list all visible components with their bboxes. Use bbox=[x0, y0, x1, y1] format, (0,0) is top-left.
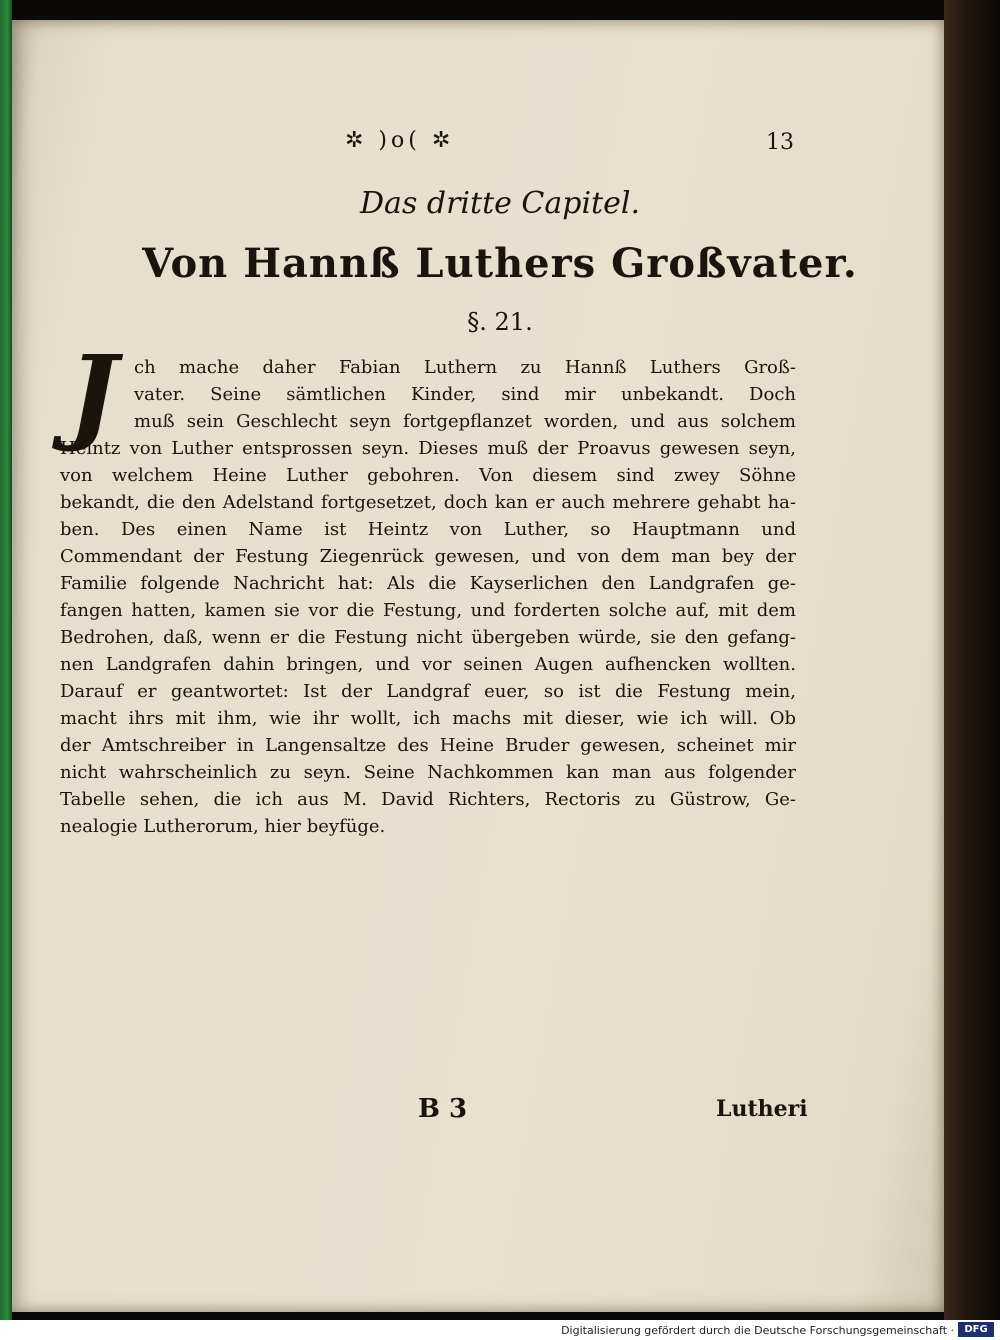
catchword: Lutheri bbox=[716, 1096, 808, 1122]
text-line: vater. Seine sämtlichen Kinder, sind mir unbekandt. Doch bbox=[134, 384, 796, 405]
text-line: macht ihrs mit ihm, wie ihr wollt, ich machs mit dieser, wie ich will. Ob bbox=[60, 708, 796, 729]
text-line: nen Landgrafen dahin bringen, und vor seinen Augen aufhencken wollten. bbox=[60, 654, 796, 675]
section-number: §. 21. bbox=[467, 308, 533, 336]
text-line: Commendant der Festung Ziegenrück gewesen, und von dem man bey der bbox=[60, 546, 796, 567]
text-line: ch mache daher Fabian Luthern zu Hannß Luthers Groß- bbox=[134, 357, 796, 378]
signature-mark: B 3 bbox=[418, 1094, 468, 1124]
text-line: von welchem Heine Luther gebohren. Von diesem sind zwey Söhne bbox=[60, 465, 796, 486]
header-ornament: ✲ )o( ✲ bbox=[345, 128, 455, 153]
text-line: ben. Des einen Name ist Heintz von Luther, so Hauptmann und bbox=[60, 519, 796, 540]
chapter-heading: Das dritte Capitel. bbox=[360, 186, 640, 221]
text-line: Darauf er geantwortet: Ist der Landgraf euer, so ist die Festung mein, bbox=[60, 681, 796, 702]
dfg-logo: DFG bbox=[958, 1322, 994, 1337]
decorated-initial: J bbox=[68, 332, 118, 455]
text-line: der Amtschreiber in Langensaltze des Heine Bruder gewesen, scheinet mir bbox=[60, 735, 796, 756]
text-line: Familie folgende Nachricht hat: Als die Kayserlichen den Landgrafen ge- bbox=[60, 573, 796, 594]
text-line: fangen hatten, kamen sie vor die Festung, und forderten solche auf, mit dem bbox=[60, 600, 796, 621]
text-line: Heintz von Luther entsprossen seyn. Dieses muß der Proavus gewesen seyn, bbox=[60, 438, 796, 459]
text-line: Tabelle sehen, die ich aus M. David Richters, Rectoris zu Güstrow, Ge- bbox=[60, 789, 796, 810]
text-line: nealogie Lutherorum, hier beyfüge. bbox=[60, 816, 386, 837]
footer-credit: Digitalisierung gefördert durch die Deutsche Forschungsgemeinschaft · bbox=[561, 1324, 954, 1337]
text-line: bekandt, die den Adelstand fortgesetzet, doch kan er auch mehrere gehabt ha- bbox=[60, 492, 796, 513]
footer-bar bbox=[0, 1320, 1000, 1340]
page-number: 13 bbox=[766, 130, 794, 155]
page-title: Von Hannß Luthers Großvater. bbox=[142, 240, 858, 287]
text-line: muß sein Geschlecht seyn fortgepflanzet worden, und aus solchem bbox=[134, 411, 796, 432]
text-line: Bedrohen, daß, wenn er die Festung nicht übergeben würde, sie den gefang- bbox=[60, 627, 796, 648]
text-line: nicht wahrscheinlich zu seyn. Seine Nachkommen kan man aus folgender bbox=[60, 762, 796, 783]
